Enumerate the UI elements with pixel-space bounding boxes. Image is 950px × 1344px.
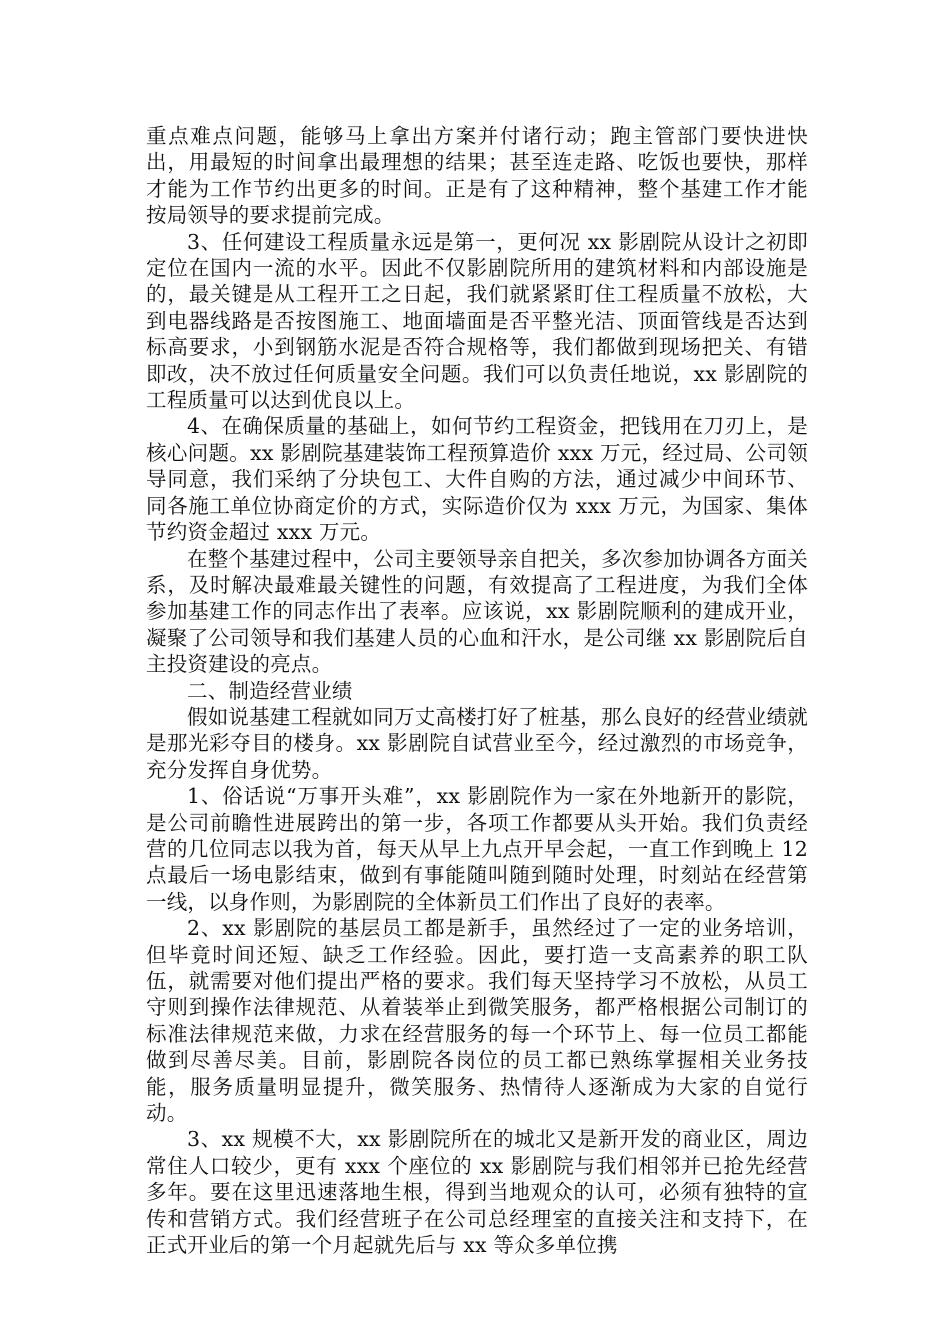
- paragraph-quality: 3、任何建设工程质量永远是第一，更何况 xx 影剧院从设计之初即定位在国内一流的水平。因此不仅影剧院所用的建筑材料和内部设施是的，最关键是从工程开工之日起，我们就紧紧盯住工程质量不放松，大到电器线路是否按图施工、地面墙面是否平整光洁、顶面管线是否达到标高要求，小到钢筋水泥是否符合规格等，我们都做到现场把关、有错即改，决不放过任何质量安全问题。我们可以负责任地说，xx 影剧院的工程质量可以达到优良以上。: [146, 229, 808, 413]
- section-heading: 二、制造经营业绩: [187, 678, 353, 703]
- paragraph-point-2: 2、xx 影剧院的基层员工都是新手，虽然经过了一定的业务培训，但毕竟时间还短、缺乏工作经验。因此，要打造一支高素养的职工队伍，就需要对他们提出严格的要求。我们每天坚持学习不放松，从员工守则到操作法律规范、从着装举止到微笑服务，都严格根据公司制订的标准法律规范来做，力求在经营服务的每一个环节上、每一位员工都能做到尽善尽美。目前，影剧院各岗位的员工都已熟练掌握相关业务技能，服务质量明显提升，微笑服务、热情待人逐渐成为大家的自觉行动。: [146, 916, 808, 1126]
- paragraph-point-1: 1、俗话说“万事开头难”，xx 影剧院作为一家在外地新开的影院，是公司前瞻性进展跨出的第一步，各项工作都要从头开始。我们负责经营的几位同志以我为首，每天从早上九点开早会起，一直工作到晚上 12 点最后一场电影结束，做到有事能随叫随到随时处理，时刻站在经营第一线，以身作则，为影剧院的全体新员工们作出了良好的表率。: [146, 784, 808, 914]
- document-page: [146, 123, 808, 1258]
- paragraph-cost-saving: 4、在确保质量的基础上，如何节约工程资金，把钱用在刀刃上，是核心问题。xx 影剧院基建装饰工程预算造价 xxx 万元，经过局、公司领导同意，我们采纳了分块包工、大件自购的方法，通过减少中间环节、同各施工单位协商定价的方式，实际造价仅为 xxx 万元，为国家、集体节约资金超过 xxx 万元。: [146, 414, 808, 545]
- paragraph-intro-operations: 假如说基建工程就如同万丈高楼打好了桩基，那么良好的经营业绩就是那光彩夺目的楼身。xx 影剧院自试营业至今，经过激烈的市场竞争，充分发挥自身优势。: [146, 704, 808, 782]
- paragraph-point-3: 3、xx 规模不大，xx 影剧院所在的城北又是新开发的商业区，周边常住人口较少，更有 xxx 个座位的 xx 影剧院与我们相邻并已抢先经营多年。要在这里迅速落地生根，得到当地观众的认可，必须有独特的宣传和营销方式。我们经营班子在公司总经理室的直接关注和支持下，在正式开业后的第一个月起就先后与 xx 等众多单位携: [146, 1127, 808, 1258]
- paragraph-leadership: 在整个基建过程中，公司主要领导亲自把关，多次参加协调各方面关系，及时解决最难最关键性的问题，有效提高了工程进度，为我们全体参加基建工作的同志作出了表率。应该说，xx 影剧院顺利的建成开业，凝聚了公司领导和我们基建人员的心血和汗水，是公司继 xx 影剧院后自主投资建设的亮点。: [146, 546, 808, 677]
- paragraph-continuation: 重点难点问题，能够马上拿出方案并付诸行动；跑主管部门要快进快出，用最短的时间拿出最理想的结果；甚至连走路、吃饭也要快，那样才能为工作节约出更多的时间。正是有了这种精神，整个基建工作才能按局领导的要求提前完成。: [146, 124, 808, 228]
